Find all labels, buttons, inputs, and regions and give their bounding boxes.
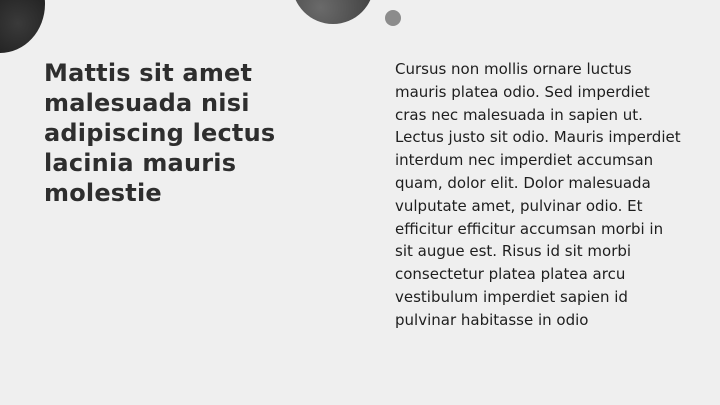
slide-body-text: Cursus non mollis ornare luctus mauris platea odio. Sed imperdiet cras nec malesuada in sapien ut. Lectus justo sit odio. Mauris imperdiet interdum nec imperdiet accumsan quam, dolor elit. Dolor malesuada vulputate amet, pulvinar odio. Et efficitur efficitur accumsan morbi in sit augue est. Risus id sit morbi consectetur platea platea arcu vestibulum imperdiet sapien id pulvinar habitasse in odio	[395, 60, 681, 329]
decorative-circle-top-center	[292, 0, 374, 24]
slide-title: Mattis sit amet malesuada nisi adipiscing lectus lacinia mauris molestie	[44, 59, 276, 207]
decorative-circle-top-left	[0, 0, 45, 53]
decorative-dot	[385, 10, 401, 26]
